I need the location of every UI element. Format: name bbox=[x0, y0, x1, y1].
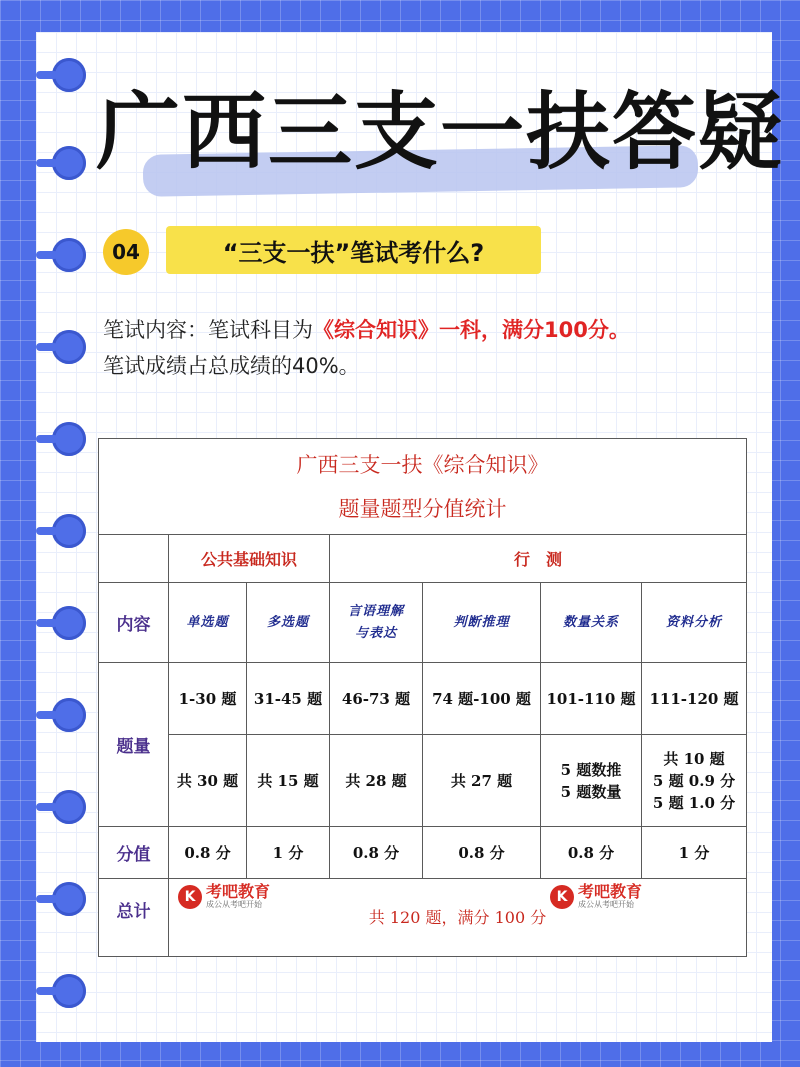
score-cell: 0.8 分 bbox=[541, 827, 642, 879]
row-label-quantity: 题量 bbox=[99, 663, 169, 827]
brand-logo-icon: K bbox=[550, 885, 574, 909]
range-cell: 74 题-100 题 bbox=[423, 663, 541, 735]
subject-cell: 资料分析 bbox=[642, 583, 747, 663]
brand-name: 考吧教育 bbox=[206, 882, 271, 901]
range-cell: 101-110 题 bbox=[541, 663, 642, 735]
intro-text bbox=[103, 312, 763, 384]
subject-cell: 单选题 bbox=[169, 583, 247, 663]
section-number-badge: 04 bbox=[103, 229, 149, 275]
binder-ring-icon bbox=[52, 882, 86, 916]
count-cell: 5 题数推 5 题数量 bbox=[541, 735, 642, 827]
binder-ring-icon bbox=[52, 974, 86, 1008]
brand-logo-left bbox=[178, 884, 270, 910]
binder-ring-icon bbox=[52, 238, 86, 272]
table-title-line1: 广西三支一扶《综合知识》 bbox=[296, 452, 549, 477]
group-header-xingce: 行 测 bbox=[330, 535, 747, 583]
score-cell: 0.8 分 bbox=[423, 827, 541, 879]
intro-line1-prefix: 笔试内容：笔试科目为 bbox=[103, 318, 313, 342]
subject-cell: 言语理解 与表达 bbox=[330, 583, 423, 663]
subject-cell: 多选题 bbox=[247, 583, 330, 663]
brand-slogan: 成公从考吧开始 bbox=[206, 900, 262, 909]
range-cell: 111-120 题 bbox=[642, 663, 747, 735]
page-title: 广西三支一扶答疑 bbox=[96, 83, 785, 181]
binder-ring-icon bbox=[52, 514, 86, 548]
stats-table bbox=[98, 438, 747, 957]
subject-cell: 判断推理 bbox=[423, 583, 541, 663]
empty-corner-cell bbox=[99, 535, 169, 583]
count-cell: 共 15 题 bbox=[247, 735, 330, 827]
brand-logo-right bbox=[550, 884, 642, 910]
intro-line1-highlight: 《综合知识》一科，满分100分。 bbox=[313, 318, 630, 342]
row-label-content: 内容 bbox=[99, 583, 169, 663]
row-label-score: 分值 bbox=[99, 827, 169, 879]
range-cell: 46-73 题 bbox=[330, 663, 423, 735]
score-cell: 0.8 分 bbox=[169, 827, 247, 879]
table-title bbox=[99, 439, 747, 535]
score-cell: 0.8 分 bbox=[330, 827, 423, 879]
brand-logo-icon: K bbox=[178, 885, 202, 909]
count-cell: 共 27 题 bbox=[423, 735, 541, 827]
total-cell: 共 120 题，满分 100 分 bbox=[169, 879, 747, 957]
range-cell: 1-30 题 bbox=[169, 663, 247, 735]
count-cell: 共 30 题 bbox=[169, 735, 247, 827]
binder-ring-icon bbox=[52, 330, 86, 364]
table-title-line2: 题量题型分值统计 bbox=[338, 496, 507, 521]
binder-ring-icon bbox=[52, 58, 86, 92]
row-label-total: 总计 bbox=[99, 879, 169, 957]
subject-cell: 数量关系 bbox=[541, 583, 642, 663]
score-cell: 1 分 bbox=[642, 827, 747, 879]
brand-slogan: 成公从考吧开始 bbox=[578, 900, 634, 909]
count-cell: 共 10 题 5 题 0.9 分 5 题 1.0 分 bbox=[642, 735, 747, 827]
binder-ring-icon bbox=[52, 790, 86, 824]
binder-ring-icon bbox=[52, 698, 86, 732]
binder-ring-icon bbox=[52, 422, 86, 456]
section-question: “三支一扶”笔试考什么? bbox=[166, 226, 541, 274]
score-cell: 1 分 bbox=[247, 827, 330, 879]
intro-line2: 笔试成绩占总成绩的40%。 bbox=[103, 354, 360, 378]
binder-ring-icon bbox=[52, 146, 86, 180]
group-header-public: 公共基础知识 bbox=[169, 535, 330, 583]
binder-ring-icon bbox=[52, 606, 86, 640]
brand-name: 考吧教育 bbox=[578, 882, 643, 901]
range-cell: 31-45 题 bbox=[247, 663, 330, 735]
count-cell: 共 28 题 bbox=[330, 735, 423, 827]
